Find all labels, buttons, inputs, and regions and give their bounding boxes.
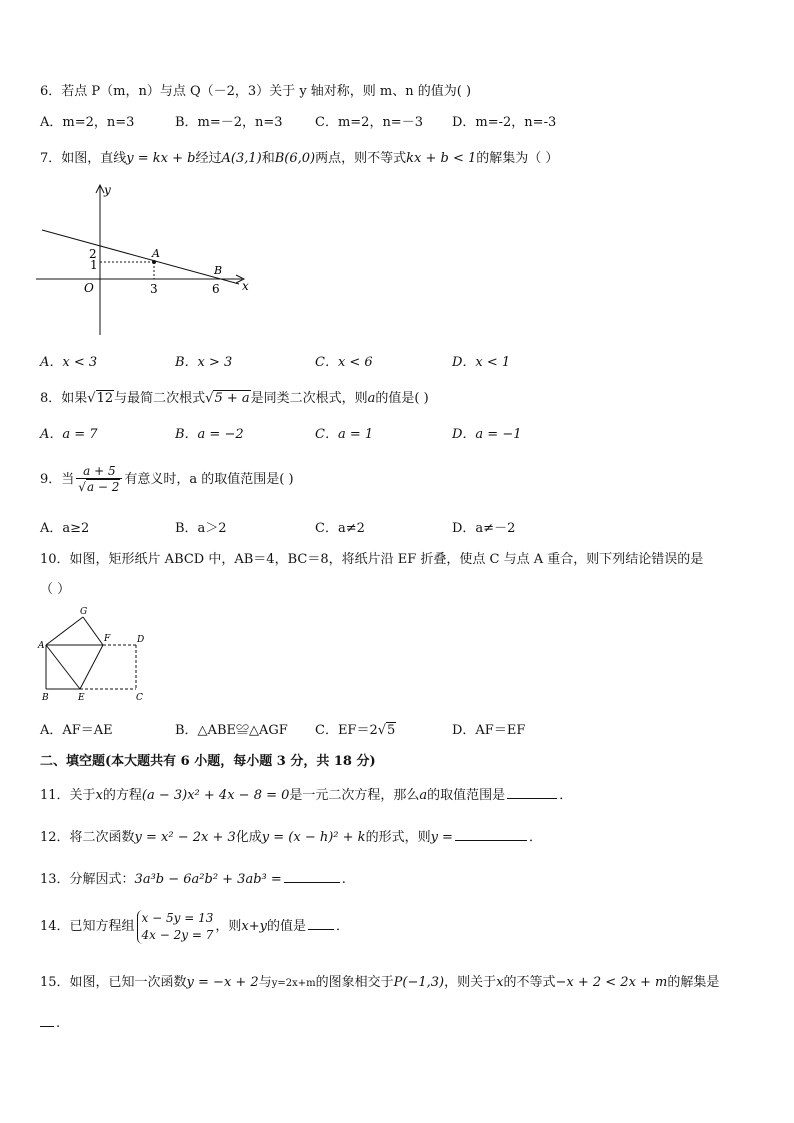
q7-stem: 7．如图，直线y = kx + b经过A(3,1)和B(6,0)两点，则不等式kx + b < 1的解集为（ ） bbox=[40, 151, 559, 166]
q6-stem: 6．若点 P（m，n）与点 Q（－2，3）关于 y 轴对称，则 m、n 的值为( ) bbox=[40, 84, 472, 99]
q9-option-d[interactable]: D．a≠－2 bbox=[452, 521, 516, 536]
q7-tick-2: 2 bbox=[89, 247, 97, 261]
q8-radical-5a: 5 + a bbox=[214, 391, 250, 406]
q7-origin-label: O bbox=[84, 281, 94, 295]
q6-option-c[interactable]: C．m=2，n=－3 bbox=[315, 115, 423, 130]
q12-equation-2: y = (x − h)² + k bbox=[261, 830, 366, 845]
q7-point-b: B(6,0) bbox=[274, 151, 316, 166]
q11-answer-blank[interactable] bbox=[507, 784, 557, 799]
q8-radical-12: 12 bbox=[96, 391, 114, 406]
q15-stem: 15．如图，已知一次函数y = −x + 2与y=2x+m的图象相交于P(−1,3)，则关于x的不等式−x + 2 < 2x + m的解集是 bbox=[40, 975, 720, 990]
q8-option-b[interactable]: B．a = −2 bbox=[175, 427, 244, 442]
q7-option-a[interactable]: A．x < 3 bbox=[40, 355, 98, 370]
q14-answer-blank[interactable] bbox=[308, 915, 334, 930]
q7-line bbox=[42, 230, 239, 284]
q9-stem: 9．当 $\frac{a + 5}{√a - 2}$ 有意义时，a 的取值范围是( ) bbox=[40, 464, 294, 494]
q7-options bbox=[40, 354, 760, 372]
q10-option-c[interactable]: C．EF＝2√5 bbox=[315, 723, 396, 738]
q11-equation: (a − 3)x² + 4x − 8 = 0 bbox=[141, 788, 290, 803]
q7-tick-6: 6 bbox=[212, 282, 220, 296]
q6-options bbox=[40, 114, 760, 132]
q12-answer-blank[interactable] bbox=[455, 826, 527, 841]
q15-equation-2: y=2x+m bbox=[271, 978, 316, 989]
q10-fold-ef bbox=[80, 645, 103, 689]
q13-expression: 3a³b − 6a²b² + 3ab³ = bbox=[134, 872, 282, 887]
q14-system: x − 5y = 13 4x − 2y = 7 bbox=[137, 910, 214, 944]
q9-option-a[interactable]: A．a≥2 bbox=[40, 521, 90, 536]
q10-option-d[interactable]: D．AF＝EF bbox=[452, 723, 526, 738]
q7-y-label: y bbox=[104, 183, 111, 197]
q14-stem: 14．已知方程组 x − 5y = 13 4x − 2y = 7 ，则x+y的值是 ． bbox=[40, 910, 349, 942]
q8-option-d[interactable]: D．a = −1 bbox=[452, 427, 522, 442]
q11-stem: 11．关于x的方程(a − 3)x² + 4x − 8 = 0是一元二次方程，那么a的取值范围是 ． bbox=[40, 784, 572, 805]
q6-option-a[interactable]: A．m=2，n=3 bbox=[40, 115, 135, 130]
q7-line-equation: y = kx + b bbox=[126, 151, 196, 166]
q10-segment-ag bbox=[46, 617, 83, 645]
q10-figure bbox=[36, 604, 156, 704]
q7-tick-3: 3 bbox=[150, 282, 158, 296]
q10-label-e: E bbox=[78, 693, 85, 703]
q12-stem: 12．将二次函数y = x² − 2x + 3化成y = (x − h)² + k的形式，则y = ． bbox=[40, 826, 542, 847]
q15-answer-blank[interactable] bbox=[40, 1012, 54, 1027]
q7-option-b[interactable]: B．x > 3 bbox=[175, 355, 233, 370]
q10-option-a[interactable]: A．AF＝AE bbox=[40, 723, 113, 738]
q10-options bbox=[40, 722, 760, 740]
q13-answer-blank[interactable] bbox=[284, 868, 340, 883]
q10-segment-gf bbox=[83, 617, 103, 645]
q9-fraction: $\frac{a + 5}{√a - 2}$ bbox=[76, 464, 122, 495]
q8-option-c[interactable]: C．a = 1 bbox=[315, 427, 374, 442]
q7-point-a-dot bbox=[152, 260, 156, 264]
q10-label-g: G bbox=[80, 607, 88, 617]
q10-stem: 10．如图，矩形纸片 ABCD 中，AB＝4，BC＝8，将纸片沿 EF 折叠，使点 C 与点 A 重合，则下列结论错误的是 bbox=[40, 552, 704, 567]
q9-option-c[interactable]: C．a≠2 bbox=[315, 521, 365, 536]
q10-segment-ae bbox=[46, 645, 80, 689]
q7-inequality: kx + b < 1 bbox=[406, 151, 477, 166]
q12-equation-1: y = x² − 2x + 3 bbox=[134, 830, 236, 845]
q9-option-b[interactable]: B．a＞2 bbox=[175, 521, 227, 536]
q7-label-a: A bbox=[152, 247, 160, 260]
q9-options bbox=[40, 520, 760, 538]
q15-answer-line: . bbox=[40, 1012, 60, 1033]
q15-equation-1: y = −x + 2 bbox=[186, 975, 259, 990]
q7-tick-1: 1 bbox=[90, 258, 98, 272]
q15-inequality: −x + 2 < 2x + m bbox=[555, 975, 668, 990]
q7-graph bbox=[34, 180, 264, 340]
section-2-heading: 二、填空题(本大题共有 6 小题，每小题 3 分，共 18 分) bbox=[40, 754, 376, 769]
q7-option-c[interactable]: C．x < 6 bbox=[315, 355, 373, 370]
q8-option-a[interactable]: A．a = 7 bbox=[40, 427, 98, 442]
q10-option-b[interactable]: B．△ABE≌△AGF bbox=[175, 723, 288, 738]
q6-option-d[interactable]: D．m=-2，n=-3 bbox=[452, 115, 557, 130]
q8-stem: 8．如果√12与最简二次根式√5 + a是同类二次根式，则a的值是( ) bbox=[40, 391, 429, 406]
q13-stem: 13．分解因式：3a³b − 6a²b² + 3ab³ = . bbox=[40, 868, 346, 889]
q10-label-f: F bbox=[104, 634, 111, 644]
q15-point-p: P(−1,3) bbox=[393, 975, 445, 990]
q7-point-a: A(3,1) bbox=[221, 151, 262, 166]
q10-paren: （ ） bbox=[40, 582, 71, 597]
q7-x-label: x bbox=[242, 279, 249, 293]
q10-label-b: B bbox=[42, 693, 49, 703]
q7-option-d[interactable]: D．x < 1 bbox=[452, 355, 511, 370]
q10-label-d: D bbox=[137, 635, 145, 645]
q6-option-b[interactable]: B．m=－2，n=3 bbox=[175, 115, 283, 130]
q7-label-b: B bbox=[214, 264, 223, 277]
q8-options bbox=[40, 426, 760, 444]
q10-label-a: A bbox=[38, 641, 45, 651]
q10-label-c: C bbox=[136, 693, 143, 703]
